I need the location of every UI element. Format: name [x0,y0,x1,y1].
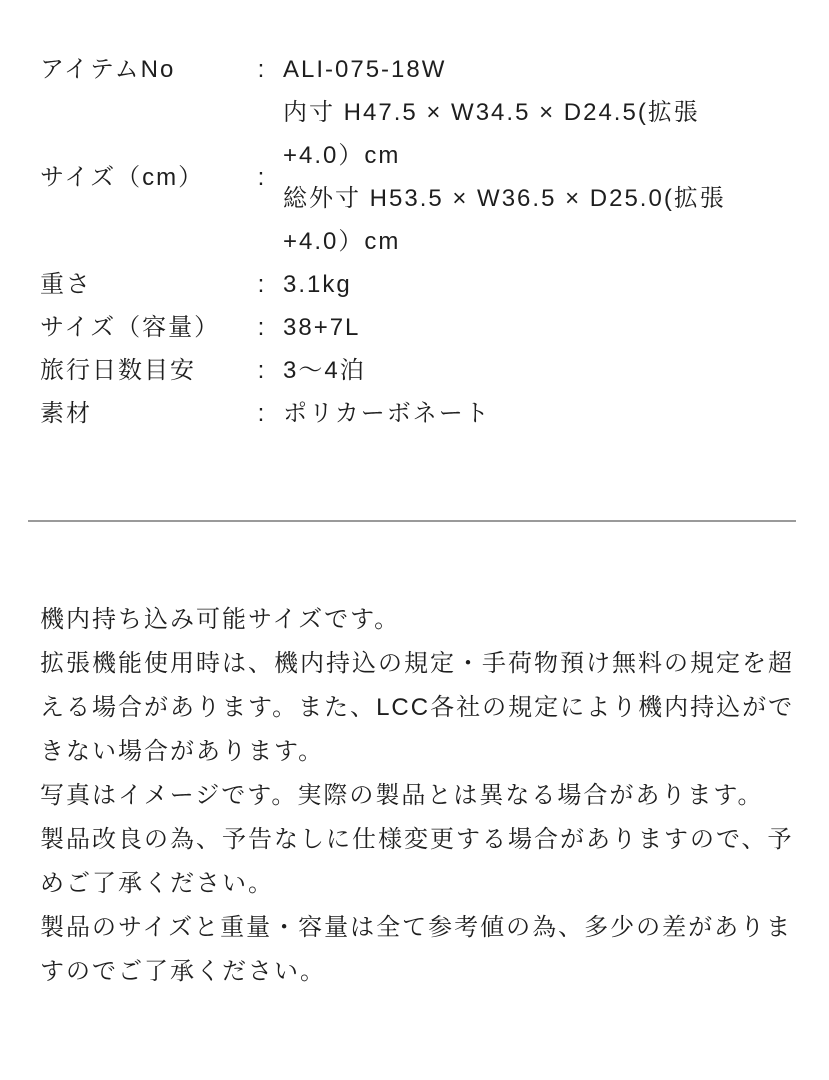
spec-table [40,48,795,435]
spec-value-capacity: 38+7L [283,314,361,341]
spec-label-material: 素材 [40,400,92,427]
spec-colon: : [257,271,267,298]
spec-colon: : [257,56,267,83]
spec-label-size-cm: サイズ（cm） [40,163,205,191]
spec-value-size-cm [269,91,795,263]
spec-row-weight [40,263,795,306]
spec-row-trip-days [40,349,795,392]
spec-label-weight: 重さ [40,271,92,298]
size-outer-dimensions-line2: +4.0）cm [283,228,401,255]
spec-value-trip-days: 3〜4泊 [283,357,366,384]
spec-colon: : [257,400,267,427]
note-photo-disclaimer: 写真はイメージです。実際の製品とは異なる場合があります。 [40,782,764,809]
spec-label-item-no: アイテムNo [40,56,176,83]
size-inner-dimensions-line1: 内寸 H47.5 × W34.5 × D24.5(拡張 [283,99,700,126]
spec-value-material: ポリカーボネート [283,400,491,427]
note-spec-change-disclaimer: 製品改良の為、予告なしに仕様変更する場合がありますので、予めご了承ください。 [40,826,794,897]
product-notes [40,598,795,994]
size-inner-dimensions-line2: +4.0）cm [283,142,401,169]
spec-row-material [40,392,795,435]
spec-label-trip-days: 旅行日数目安 [40,357,196,384]
spec-colon: : [257,314,267,341]
spec-row-size-cm [40,91,795,263]
spec-colon: : [257,357,267,384]
spec-label-capacity: サイズ（容量） [40,314,221,341]
note-reference-values-disclaimer: 製品のサイズと重量・容量は全て参考値の為、多少の差がありますのでご了承ください。 [40,914,793,985]
spec-row-item-no [40,48,795,91]
note-expansion-warning: 拡張機能使用時は、機内持込の規定・手荷物預け無料の規定を超える場合があります。また、LCC各社の規定により機内持込ができない場合があります。 [40,650,795,765]
section-divider [28,520,796,522]
spec-value-weight: 3.1kg [283,271,352,298]
size-outer-dimensions-line1: 総外寸 H53.5 × W36.5 × D25.0(拡張 [283,185,726,212]
note-carry-on-size: 機内持ち込み可能サイズです。 [40,606,401,633]
spec-colon: : [257,163,267,191]
spec-value-item-no: ALI-075-18W [283,56,447,83]
spec-row-capacity [40,306,795,349]
